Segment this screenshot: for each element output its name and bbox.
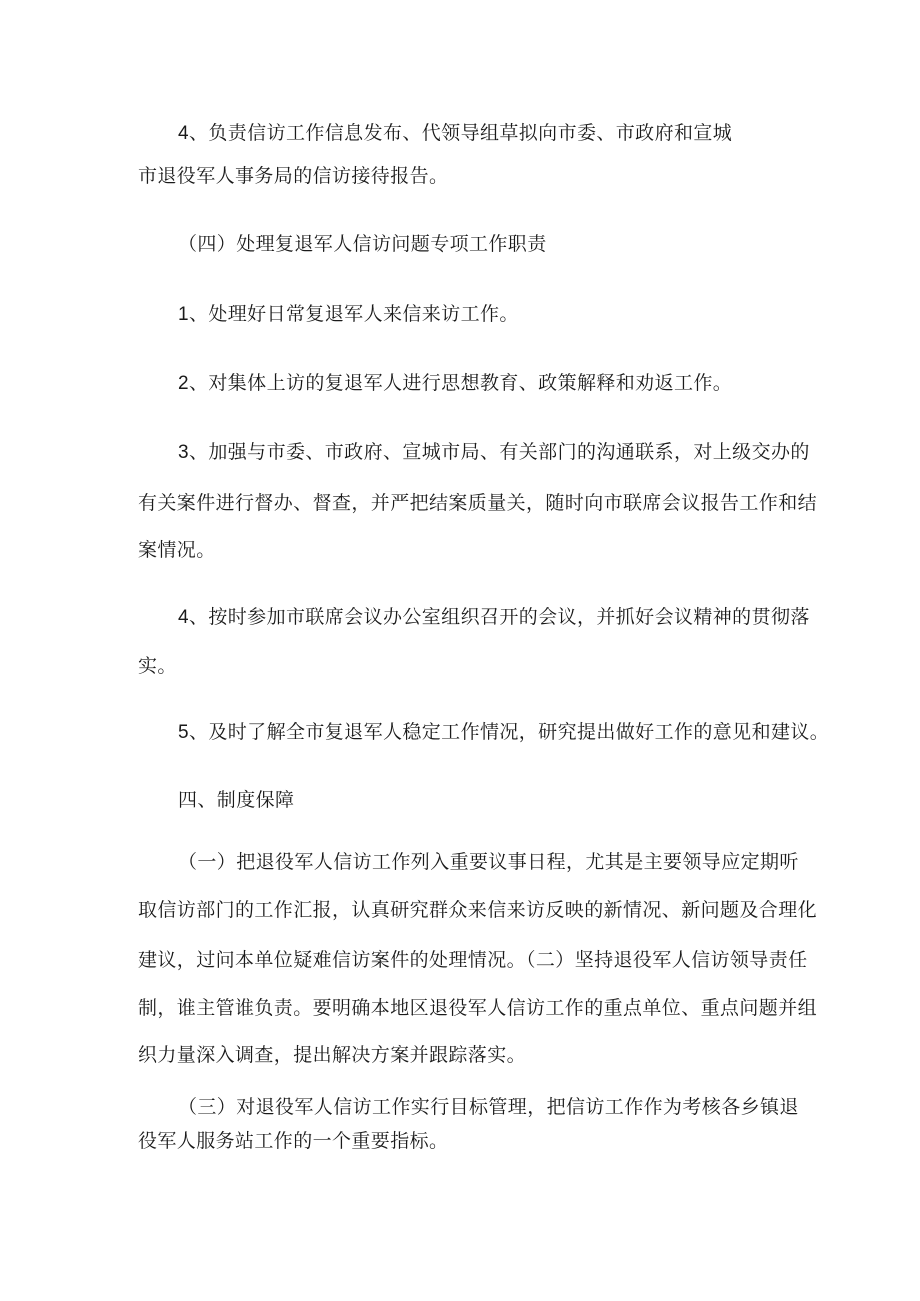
paragraph-line <box>178 1095 799 1119</box>
paragraph-line <box>178 850 799 874</box>
line-text: 役军人服务站工作的一个重要指标。 <box>138 1130 449 1152</box>
line-text: 取信访部门的工作汇报，认真研究群众来信来访反映的新情况、新问题及合理化 <box>138 899 818 921</box>
paragraph-line <box>138 164 448 188</box>
line-text: 有关案件进行督办、督查，并严把结案质量关，随时向市联席会议报告工作和结 <box>138 492 818 514</box>
section-heading <box>178 788 294 812</box>
line-text: 、及时了解全市复退军人稳定工作情况，研究提出做好工作的意见和建议。 <box>188 721 830 743</box>
line-text: 实。 <box>138 655 177 677</box>
line-text: 、处理好日常复退军人来信来访工作。 <box>188 303 519 325</box>
paragraph-line <box>138 538 216 562</box>
paragraph-line <box>138 1129 448 1153</box>
item-number: 5 <box>178 722 189 743</box>
paragraph-line <box>138 491 817 515</box>
line-text: 四、制度保障 <box>178 789 295 811</box>
paragraph-line <box>178 720 829 745</box>
line-text: （四）处理复退军人信访问题专项工作职责 <box>178 233 547 255</box>
line-text: 、加强与市委、市政府、宣城市局、有关部门的沟通联系，对上级交办的 <box>188 441 810 463</box>
item-number: 4 <box>178 607 189 628</box>
paragraph-line <box>178 605 810 630</box>
paragraph-line <box>178 302 519 327</box>
section-heading <box>178 232 547 256</box>
paragraph-line <box>138 898 817 922</box>
line-text: 案情况。 <box>138 539 216 561</box>
line-text: （三）对退役军人信访工作实行目标管理，把信访工作作为考核各乡镇退 <box>178 1096 799 1118</box>
line-text: 、负责信访工作信息发布、代领导组草拟向市委、市政府和宣城 <box>188 122 733 144</box>
line-text: 织力量深入调查，提出解决方案并跟踪落实。 <box>138 1044 527 1066</box>
item-number: 4 <box>178 123 189 144</box>
line-text: 建议，过问本单位疑难信访案件的处理情况。（二）坚持退役军人信访领导责任 <box>138 949 808 971</box>
item-number: 2 <box>178 373 189 394</box>
paragraph-line <box>138 948 808 972</box>
item-number: 1 <box>178 304 189 325</box>
paragraph-line <box>138 1043 526 1067</box>
paragraph-line <box>138 996 817 1020</box>
item-number: 3 <box>178 442 189 463</box>
paragraph-line <box>178 121 732 146</box>
line-text: 、按时参加市联席会议办公室组织召开的会议，并抓好会议精神的贯彻落 <box>188 606 810 628</box>
line-text: 制，谁主管谁负责。要明确本地区退役军人信访工作的重点单位、重点问题并组 <box>138 997 818 1019</box>
line-text: 市退役军人事务局的信访接待报告。 <box>138 165 449 187</box>
paragraph-line <box>178 371 732 396</box>
paragraph-line <box>178 440 810 465</box>
line-text: （一）把退役军人信访工作列入重要议事日程，尤其是主要领导应定期听 <box>178 851 799 873</box>
line-text: 、对集体上访的复退军人进行思想教育、政策解释和劝返工作。 <box>188 372 733 394</box>
paragraph-line <box>138 654 177 678</box>
